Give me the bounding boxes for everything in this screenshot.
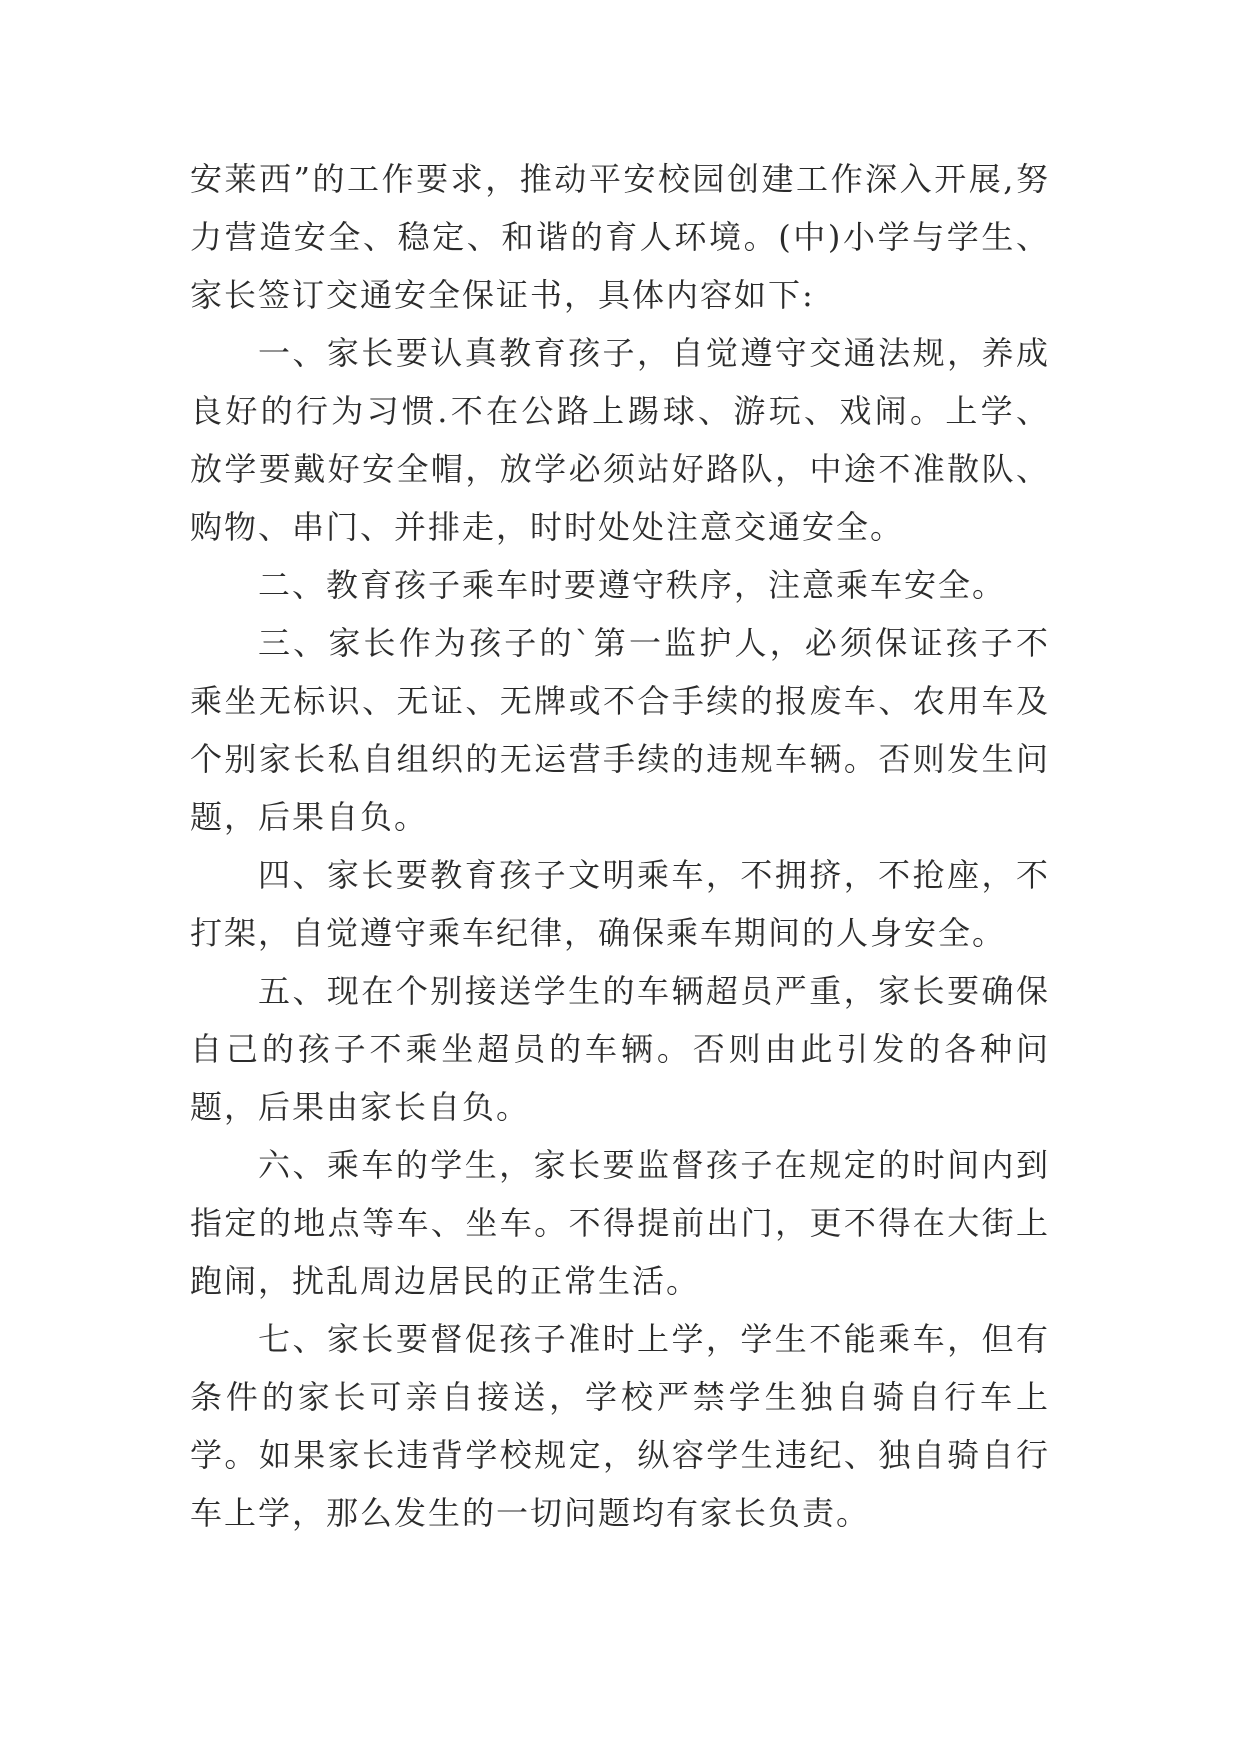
paragraph-item-6: 六、乘车的学生，家长要监督孩子在规定的时间内到指定的地点等车、坐车。不得提前出门，更不得在大街上跑闹，扰乱周边居民的正常生活。 bbox=[190, 1146, 1050, 1300]
paragraph-intro: 安莱西”的工作要求，推动平安校园创建工作深入开展,努力营造安全、稳定、和谐的育人环境。(中)小学与学生、家长签订交通安全保证书，具体内容如下: bbox=[190, 160, 1050, 314]
paragraph-item-2: 二、教育孩子乘车时要遵守秩序，注意乘车安全。 bbox=[258, 566, 1007, 604]
paragraph-item-3: 三、家长作为孩子的`第一监护人，必须保证孩子不乘坐无标识、无证、无牌或不合手续的报废车、农用车及个别家长私自组织的无运营手续的违规车辆。否则发生问题，后果自负。 bbox=[190, 624, 1050, 836]
paragraph-item-4: 四、家长要教育孩子文明乘车，不拥挤，不抢座，不打架，自觉遵守乘车纪律，确保乘车期间的人身安全。 bbox=[190, 856, 1050, 952]
paragraph-item-7: 七、家长要督促孩子准时上学，学生不能乘车，但有条件的家长可亲自接送，学校严禁学生独自骑自行车上学。如果家长违背学校规定，纵容学生违纪、独自骑自行车上学，那么发生的一切问题均有家长负责。 bbox=[190, 1320, 1050, 1532]
paragraph-item-1: 一、家长要认真教育孩子，自觉遵守交通法规，养成良好的行为习惯.不在公路上踢球、游玩、戏闹。上学、放学要戴好安全帽，放学必须站好路队，中途不准散队、购物、串门、并排走，时时处处注意交通安全。 bbox=[190, 334, 1050, 546]
paragraph-item-5: 五、现在个别接送学生的车辆超员严重，家长要确保自己的孩子不乘坐超员的车辆。否则由此引发的各种问题，后果由家长自负。 bbox=[190, 972, 1050, 1126]
document-page bbox=[190, 150, 1050, 1542]
